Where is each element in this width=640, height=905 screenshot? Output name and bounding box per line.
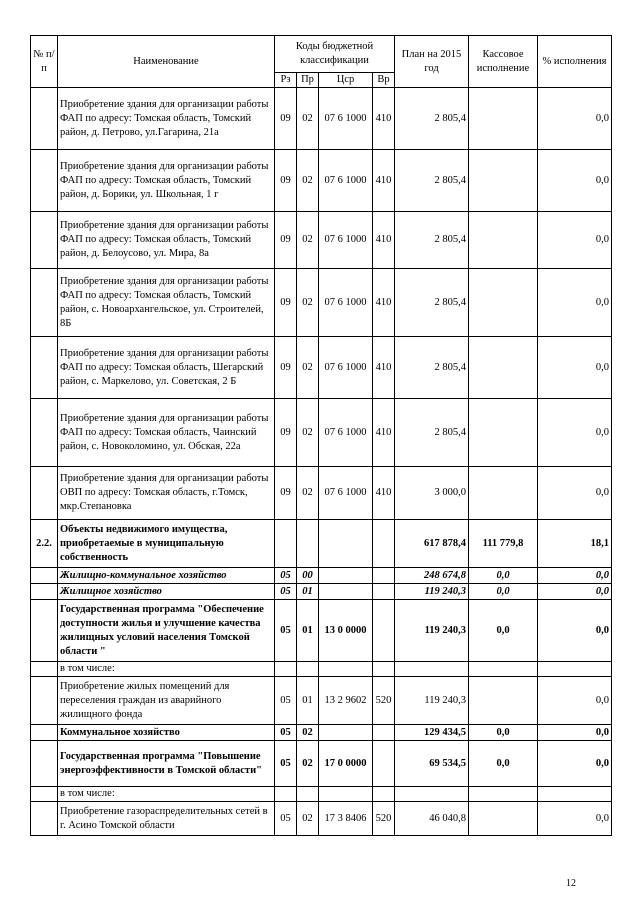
table-body	[31, 88, 612, 836]
cell-cash: 0,0	[469, 741, 538, 787]
cell-name: Приобретение жилых помещений для переселения граждан из аварийного жилищного фонда	[58, 677, 275, 725]
table-row	[31, 584, 612, 600]
cell-plan: 2 805,4	[395, 269, 469, 337]
cell-rz: 05	[275, 677, 297, 725]
cell-pct	[538, 787, 612, 802]
cell-pct	[538, 662, 612, 677]
cell-plan: 129 434,5	[395, 725, 469, 741]
cell-cash: 0,0	[469, 725, 538, 741]
cell-pr: 02	[297, 725, 319, 741]
table-row	[31, 520, 612, 568]
cell-num	[31, 662, 58, 677]
cell-csr	[319, 568, 373, 584]
cell-pct: 0,0	[538, 584, 612, 600]
cell-pct: 0,0	[538, 568, 612, 584]
header-plan: План на 2015 год	[395, 36, 469, 88]
cell-vr: 410	[373, 269, 395, 337]
cell-plan: 119 240,3	[395, 584, 469, 600]
cell-num	[31, 467, 58, 520]
table-row	[31, 88, 612, 150]
cell-cash	[469, 467, 538, 520]
cell-cash	[469, 662, 538, 677]
cell-vr	[373, 600, 395, 662]
cell-cash	[469, 269, 538, 337]
cell-rz	[275, 662, 297, 677]
cell-num	[31, 337, 58, 399]
cell-pct: 0,0	[538, 150, 612, 212]
cell-vr	[373, 662, 395, 677]
page-number: 12	[566, 878, 576, 889]
cell-cash	[469, 212, 538, 269]
table-row	[31, 269, 612, 337]
cell-name: в том числе:	[58, 662, 275, 677]
cell-plan: 69 534,5	[395, 741, 469, 787]
cell-num	[31, 677, 58, 725]
cell-num	[31, 88, 58, 150]
cell-cash	[469, 150, 538, 212]
cell-name: Приобретение здания для организации работы ФАП по адресу: Томская область, Томский район, д. Борики, ул. Школьная, 1 г	[58, 150, 275, 212]
cell-rz: 05	[275, 741, 297, 787]
cell-num	[31, 269, 58, 337]
cell-pct: 0,0	[538, 741, 612, 787]
cell-plan: 2 805,4	[395, 212, 469, 269]
cell-cash: 0,0	[469, 600, 538, 662]
cell-rz: 05	[275, 802, 297, 836]
cell-csr	[319, 787, 373, 802]
cell-cash	[469, 677, 538, 725]
cell-csr	[319, 584, 373, 600]
cell-name: Приобретение здания для организации работы ФАП по адресу: Томская область, Томский район, д. Петрово, ул.Гагарина, 21а	[58, 88, 275, 150]
cell-num	[31, 725, 58, 741]
cell-pr	[297, 520, 319, 568]
cell-plan: 2 805,4	[395, 150, 469, 212]
cell-name: в том числе:	[58, 787, 275, 802]
header-rz: Рз	[275, 73, 297, 88]
cell-vr	[373, 725, 395, 741]
cell-pct: 0,0	[538, 677, 612, 725]
cell-name: Коммунальное хозяйство	[58, 725, 275, 741]
cell-rz: 09	[275, 269, 297, 337]
table-row	[31, 600, 612, 662]
cell-pct: 0,0	[538, 212, 612, 269]
cell-plan: 617 878,4	[395, 520, 469, 568]
cell-pr: 01	[297, 677, 319, 725]
cell-plan: 46 040,8	[395, 802, 469, 836]
cell-plan: 2 805,4	[395, 337, 469, 399]
cell-num	[31, 399, 58, 467]
cell-rz: 05	[275, 600, 297, 662]
cell-pct: 0,0	[538, 600, 612, 662]
cell-csr: 07 6 1000	[319, 150, 373, 212]
header-vr: Вр	[373, 73, 395, 88]
header-pct: % исполнения	[538, 36, 612, 88]
cell-pr: 02	[297, 399, 319, 467]
cell-csr: 17 0 0000	[319, 741, 373, 787]
table-row	[31, 662, 612, 677]
cell-pct: 0,0	[538, 725, 612, 741]
cell-pr: 00	[297, 568, 319, 584]
cell-pct: 0,0	[538, 399, 612, 467]
cell-name: Жилищное хозяйство	[58, 584, 275, 600]
cell-csr: 07 6 1000	[319, 337, 373, 399]
cell-pr	[297, 662, 319, 677]
cell-pr: 02	[297, 337, 319, 399]
cell-pr: 02	[297, 802, 319, 836]
cell-csr: 07 6 1000	[319, 269, 373, 337]
header-name: Наименование	[58, 36, 275, 88]
table-header	[31, 36, 612, 88]
cell-csr: 07 6 1000	[319, 467, 373, 520]
cell-name: Объекты недвижимого имущества, приобретаемые в муниципальную собственность	[58, 520, 275, 568]
cell-rz: 05	[275, 584, 297, 600]
cell-name: Государственная программа "Повышение энергоэффективности в Томской области"	[58, 741, 275, 787]
cell-num	[31, 787, 58, 802]
cell-pct: 0,0	[538, 269, 612, 337]
cell-pr: 02	[297, 150, 319, 212]
cell-plan: 2 805,4	[395, 399, 469, 467]
cell-num	[31, 212, 58, 269]
cell-plan: 119 240,3	[395, 600, 469, 662]
cell-plan: 119 240,3	[395, 677, 469, 725]
cell-plan	[395, 662, 469, 677]
cell-pr: 02	[297, 88, 319, 150]
cell-rz: 05	[275, 725, 297, 741]
cell-pr: 02	[297, 269, 319, 337]
cell-pr	[297, 787, 319, 802]
cell-vr	[373, 520, 395, 568]
cell-pct: 0,0	[538, 88, 612, 150]
cell-num	[31, 600, 58, 662]
cell-cash: 0,0	[469, 568, 538, 584]
cell-vr: 410	[373, 337, 395, 399]
cell-rz: 09	[275, 399, 297, 467]
cell-vr: 520	[373, 677, 395, 725]
table-row	[31, 337, 612, 399]
cell-pct: 0,0	[538, 802, 612, 836]
cell-pct: 0,0	[538, 337, 612, 399]
cell-plan: 3 000,0	[395, 467, 469, 520]
cell-num	[31, 584, 58, 600]
cell-pr: 01	[297, 584, 319, 600]
table-row	[31, 399, 612, 467]
cell-cash	[469, 802, 538, 836]
cell-rz: 09	[275, 150, 297, 212]
cell-num	[31, 802, 58, 836]
cell-rz: 09	[275, 337, 297, 399]
cell-pr: 02	[297, 741, 319, 787]
cell-vr: 410	[373, 399, 395, 467]
cell-plan: 248 674,8	[395, 568, 469, 584]
cell-name: Приобретение здания для организации работы ФАП по адресу: Томская область, Чаинский район, с. Новоколомино, ул. Обская, 22а	[58, 399, 275, 467]
table-row	[31, 802, 612, 836]
cell-plan: 2 805,4	[395, 88, 469, 150]
table-row	[31, 467, 612, 520]
cell-vr	[373, 787, 395, 802]
cell-pr: 01	[297, 600, 319, 662]
cell-vr: 410	[373, 88, 395, 150]
cell-name: Приобретение здания для организации работы ОВП по адресу: Томская область, г.Томск, мкр.Степановка	[58, 467, 275, 520]
cell-num	[31, 150, 58, 212]
cell-pr: 02	[297, 212, 319, 269]
table-row	[31, 725, 612, 741]
table-row	[31, 787, 612, 802]
cell-vr	[373, 741, 395, 787]
cell-csr	[319, 520, 373, 568]
table-row	[31, 150, 612, 212]
header-csr: Цср	[319, 73, 373, 88]
cell-name: Приобретение здания для организации работы ФАП по адресу: Томская область, Шегарский район, с. Маркелово, ул. Советская, 2 Б	[58, 337, 275, 399]
cell-vr: 410	[373, 150, 395, 212]
cell-name: Приобретение здания для организации работы ФАП по адресу: Томская область, Томский район, д. Белоусово, ул. Мира, 8а	[58, 212, 275, 269]
cell-pct: 18,1	[538, 520, 612, 568]
cell-name: Жилищно-коммунальное хозяйство	[58, 568, 275, 584]
cell-cash: 111 779,8	[469, 520, 538, 568]
table-row	[31, 677, 612, 725]
cell-name: Приобретение газораспределительных сетей в г. Асино Томской области	[58, 802, 275, 836]
cell-pct: 0,0	[538, 467, 612, 520]
cell-name: Приобретение здания для организации работы ФАП по адресу: Томская область, Томский район, с. Новоархангельское, ул. Строителей, 8Б	[58, 269, 275, 337]
header-pr: Пр	[297, 73, 319, 88]
cell-csr	[319, 725, 373, 741]
cell-name: Государственная программа "Обеспечение доступности жилья и улучшение качества жилищных условий населения Томской области "	[58, 600, 275, 662]
cell-csr	[319, 662, 373, 677]
cell-num	[31, 568, 58, 584]
cell-cash	[469, 399, 538, 467]
cell-rz: 09	[275, 212, 297, 269]
cell-csr: 13 0 0000	[319, 600, 373, 662]
cell-vr: 410	[373, 467, 395, 520]
budget-table	[30, 35, 612, 836]
cell-rz	[275, 520, 297, 568]
cell-csr: 07 6 1000	[319, 399, 373, 467]
header-cash: Кассовое исполнение	[469, 36, 538, 88]
cell-csr: 13 2 9602	[319, 677, 373, 725]
cell-rz: 09	[275, 88, 297, 150]
cell-rz: 09	[275, 467, 297, 520]
cell-csr: 17 3 8406	[319, 802, 373, 836]
cell-vr	[373, 584, 395, 600]
cell-vr: 410	[373, 212, 395, 269]
cell-cash	[469, 88, 538, 150]
cell-vr: 520	[373, 802, 395, 836]
cell-num: 2.2.	[31, 520, 58, 568]
cell-cash	[469, 787, 538, 802]
table-row	[31, 212, 612, 269]
cell-csr: 07 6 1000	[319, 88, 373, 150]
cell-vr	[373, 568, 395, 584]
cell-cash	[469, 337, 538, 399]
cell-rz: 05	[275, 568, 297, 584]
cell-pr: 02	[297, 467, 319, 520]
cell-plan	[395, 787, 469, 802]
cell-csr: 07 6 1000	[319, 212, 373, 269]
cell-cash: 0,0	[469, 584, 538, 600]
cell-rz	[275, 787, 297, 802]
cell-num	[31, 741, 58, 787]
header-num: № п/п	[31, 36, 58, 88]
table-row	[31, 741, 612, 787]
table-row	[31, 568, 612, 584]
header-codes: Коды бюджетной классификации	[275, 36, 395, 73]
